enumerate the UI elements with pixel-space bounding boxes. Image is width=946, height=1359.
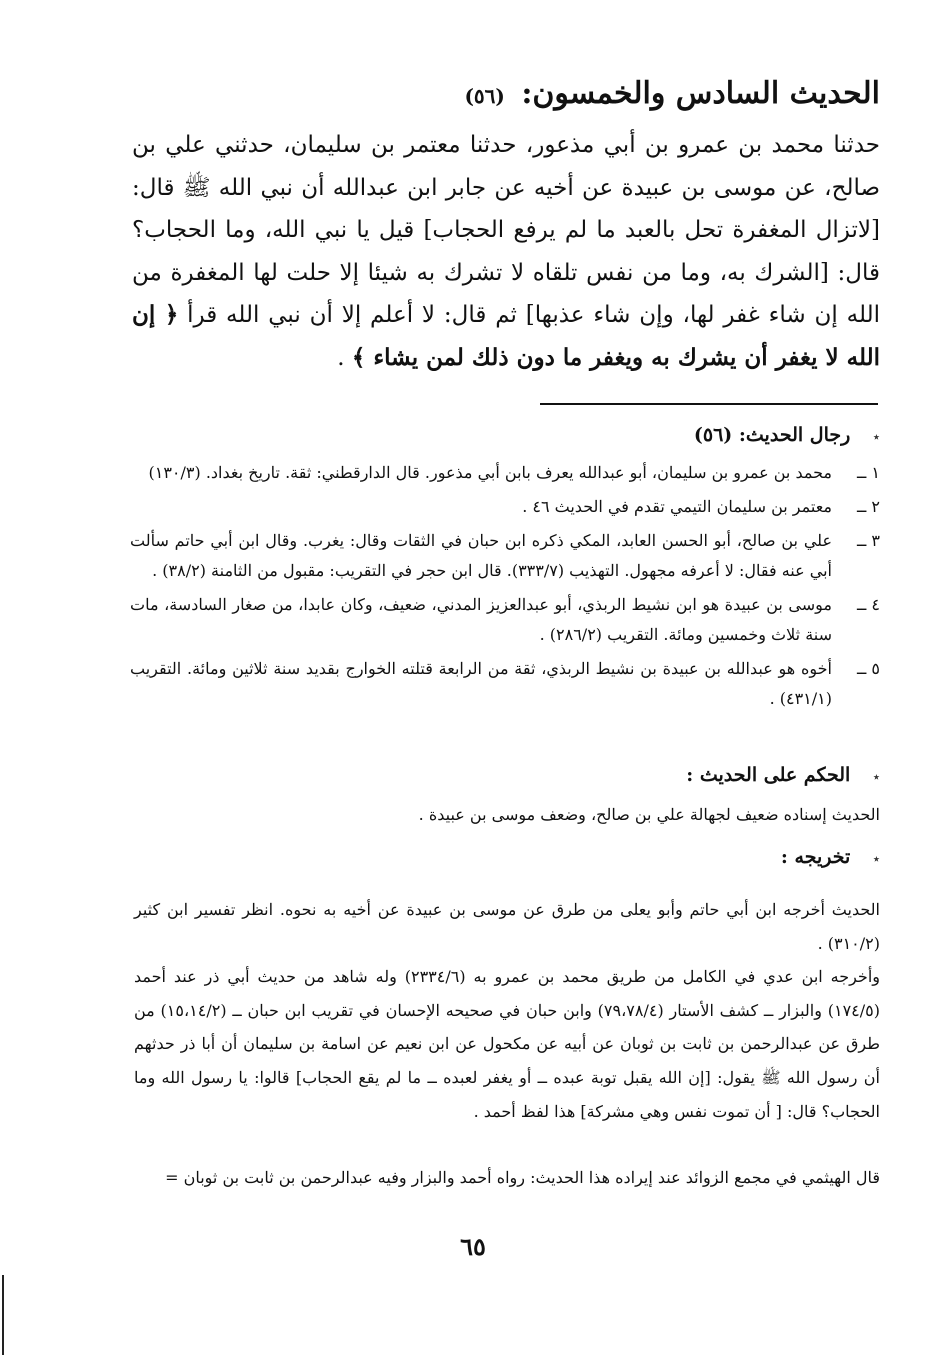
narrators-heading: رجال الحديث: (٥٦) xyxy=(693,424,851,446)
narrator-text: أخوه هو عبدالله بن عبيدة بن نشيط الربذي، ثقة من الرابعة قتلته الخوارج بقديد سنة ثلاثين ومائة. التقريب (٤٣١/١) . xyxy=(130,659,832,708)
narrator-text: محمد بن عمرو بن سليمان، أبو عبدالله يعرف بابن أبي مذعور. قال الدارقطني: ثقة. تاريخ بغداد. (١٣٠/٣) xyxy=(148,463,832,482)
star-icon: ٭ xyxy=(872,430,880,445)
takhrij-paragraph: الحديث أخرجه ابن أبي حاتم وأبو يعلى من طرق عن موسى بن عبيدة عن أخيه به نحوه. انظر تفسير ابن كثير (٣١٠/٢) . xyxy=(134,900,880,953)
ruling-heading: الحكم على الحديث : xyxy=(686,764,851,786)
narrator-text: موسى بن عبيدة هو ابن نشيط الربذي، أبو عبدالعزيز المدني، ضعيف، وكان عابدا، من صغار السادسة، مات سنة ثلاث وخمسين ومائة. التقريب (٢٨٦/٢) . xyxy=(130,595,832,644)
hadith-text xyxy=(132,124,880,379)
narrator-item xyxy=(130,654,880,714)
quran-verse: ﴿ إن الله لا يغفر أن يشرك به ويغفر ما دون ذلك لمن يشاء ﴾ xyxy=(132,301,880,371)
narrator-number: ٣ ــ xyxy=(856,531,880,550)
takhrij-title xyxy=(120,842,880,875)
hadith-title: الحديث السادس والخمسون: xyxy=(521,76,880,111)
narrator-number: ١ ــ xyxy=(856,463,880,482)
takhrij-text xyxy=(134,893,880,1128)
narrator-item xyxy=(130,590,880,650)
narrator-text: علي بن صالح، أبو الحسن العابد، المكي ذكره ابن حبان في الثقات وقال: يغرب. وقال ابن أبي حاتم سألت أبي عنه فقال: لا أعرفه مجهول. التهذيب (٣٣٣/٧). قال ابن حجر في التقريب: مقبول من الثامنة (٣٨/٢) . xyxy=(130,531,833,580)
narrator-item xyxy=(130,492,880,522)
ruling-title xyxy=(120,760,880,793)
star-icon: ٭ xyxy=(872,770,880,785)
footnote-separator xyxy=(540,403,878,405)
hadith-narration: حدثنا محمد بن عمرو بن أبي مذعور، حدثنا معتمر بن سليمان، حدثني علي بن صالح، عن موسى بن عبيدة عن أخيه عن جابر ابن عبدالله أن نبي الله ﷺ قال: [لاتزال المغفرة تحل بالعبد ما لم يرفع الحجاب] قيل يا نبي الله، وما الحجاب؟ قال: [الشرك به، وما من نفس تلقاه لا تشرك به شيئا إلا حلت لها المغفرة من الله إن شاء غفر لها، وإن شاء عذبها] ثم قال: لا أعلم إلا أن نبي الله قرأ xyxy=(132,132,880,328)
narrator-number: ٢ ــ xyxy=(856,497,880,516)
narrator-item xyxy=(130,526,880,586)
hadith-end: . xyxy=(337,344,352,371)
scan-margin-line xyxy=(2,1275,4,1355)
page-number: ٦٥ xyxy=(460,1232,486,1261)
hadith-number: (٥٦) xyxy=(464,84,505,108)
takhrij-paragraph: وأخرجه ابن عدي في الكامل من طريق محمد بن عمرو به (٢٣٣٤/٦) وله شاهد من حديث أبي ذر عند أحمد (١٧٤/٥) والبزار ــ كشف الأستار (٧٩،٧٨/٤) وابن حبان في صحيحه الإحسان في تقريب ابن حبان ــ (١٥،١٤/٢) من طرق عن عبدالرحمن بن ثابت بن ثوبان عن أبيه عن مكحول عن ابن نعيم عن اسامة بن سليمان أن أبا ذر حدثهم أن رسول الله ﷺ يقول: [إن الله يقبل توبة عبده ــ أو يغفر لعبده ــ ما لم يقع الحجاب] قالوا: يا رسول الله وما الحجاب؟ قال: [ أن تموت نفس وهي مشركة] هذا لفظ أحمد . xyxy=(134,967,880,1121)
takhrij-heading: تخريجه : xyxy=(780,846,851,868)
narrator-text: معتمر بن سليمان التيمي تقدم في الحديث ٤٦ . xyxy=(522,497,832,516)
narrator-item xyxy=(130,458,880,488)
hadith-heading xyxy=(80,72,880,118)
narrators-title xyxy=(120,420,880,453)
star-icon: ٭ xyxy=(872,852,880,867)
haythami-note: قال الهيثمي في مجمع الزوائد عند إيراده هذا الحديث: رواه أحمد والبزار وفيه عبدالرحمن بن ثابت بن ثوبان = xyxy=(165,1168,880,1187)
narrator-number: ٥ ــ xyxy=(856,659,880,678)
narrators-list xyxy=(130,458,880,718)
ruling-text: الحديث إسناده ضعيف لجهالة علي بن صالح، وضعف موسى بن عبيدة . xyxy=(418,805,880,824)
narrator-number: ٤ ــ xyxy=(856,595,880,614)
